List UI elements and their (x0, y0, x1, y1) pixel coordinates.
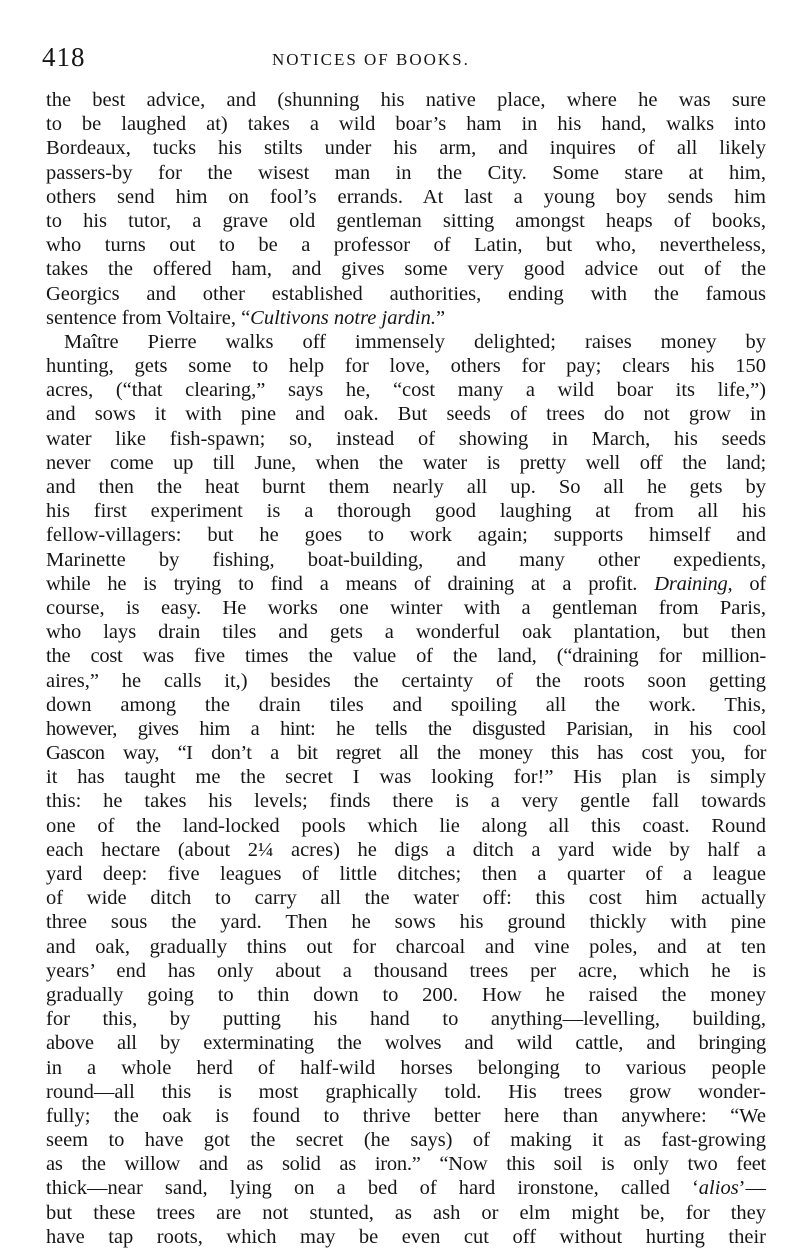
text-line: the cost was five times the value of the land, (“draining for million- (46, 645, 766, 668)
text-line: Bordeaux, tucks his stilts under his arm, and inquires of all likely (46, 137, 766, 160)
text-line: and then the heat burnt them nearly all up. So all he gets by (46, 476, 766, 498)
text-line: and oak, gradually thins out for charcoal and vine poles, and at ten (46, 935, 766, 958)
text-line (46, 306, 766, 330)
text-line: gradually going to thin down to 200. How he raised the money (46, 983, 766, 1006)
text-line: water like fish-spawn; so, instead of showing in March, his seeds (46, 427, 766, 450)
text-run: sentence from Voltaire, “ (46, 306, 251, 329)
text-line: three sous the yard. Then he sows his ground thickly with pine (46, 911, 766, 934)
text-line (46, 1176, 766, 1200)
text-line: to his tutor, a grave old gentleman sitting amongst heaps of books, (46, 209, 766, 232)
text-line: however, gives him a hint: he tells the disgusted Parisian, in his cool (46, 717, 766, 740)
text-line: fully; the oak is found to thrive better here than anywhere: “We (46, 1104, 766, 1127)
text-line: it has taught me the secret I was looking for!” His plan is simply (46, 766, 766, 789)
text-line: for this, by putting his hand to anything—levelling, building, (46, 1008, 766, 1031)
text-line: above all by exterminating the wolves and wild cattle, and bringing (46, 1032, 766, 1055)
italic-quote: Cultivons notre jardin. (250, 306, 437, 329)
text-line (46, 572, 766, 596)
text-line: round—all this is most graphically told. His trees grow wonder- (46, 1080, 766, 1103)
text-line: hunting, gets some to help for love, others for pay; clears his 150 (46, 355, 766, 378)
text-line: who lays drain tiles and gets a wonderful oak plantation, but then (46, 621, 766, 644)
text-line: this: he takes his levels; finds there is a very gentle fall towards (46, 790, 766, 813)
paragraph (46, 330, 766, 1249)
text-line: and sows it with pine and oak. But seeds of trees do not grow in (46, 403, 766, 426)
text-line: but these trees are not stunted, as ash or elm might be, for they (46, 1201, 766, 1224)
text-line: aires,” he calls it,) besides the certainty of the roots soon getting (46, 669, 766, 692)
text-line: others send him on fool’s errands. At last a young boy sends him (46, 185, 766, 208)
text-line: one of the land-locked pools which lie along all this coast. Round (46, 814, 766, 837)
text-run: of (732, 572, 767, 595)
running-head: NOTICES OF BOOKS. (272, 50, 470, 69)
text-line: takes the offered ham, and gives some very good advice out of the (46, 258, 766, 281)
text-line: Maître Pierre walks off immensely delighted; raises money by (64, 330, 766, 353)
text-run: thick—near sand, lying on a bed of hard ironstone, called ‘ (46, 1177, 699, 1200)
text-line: in a whole herd of half-wild horses belonging to various people (46, 1056, 766, 1079)
text-line: Gascon way, “I don’t a bit regret all the money this has cost you, for (46, 742, 766, 765)
text-line: of wide ditch to carry all the water off: this cost him actually (46, 887, 766, 910)
text-line: who turns out to be a professor of Latin, but who, nevertheless, (46, 234, 766, 257)
text-run: while he is trying to find a means of draining at a profit. (46, 572, 655, 595)
italic-word: Draining, (654, 572, 733, 595)
text-line: acres, (“that clearing,” says he, “cost many a wild boar its life,”) (46, 379, 766, 402)
text-line: Georgics and other established authorities, ending with the famous (46, 282, 766, 305)
text-line: never come up till June, when the water is pretty well off the land; (46, 451, 766, 474)
text-line: down among the drain tiles and spoiling all the work. This, (46, 693, 766, 716)
text-line: fellow-villagers: but he goes to work again; supports himself and (46, 524, 766, 547)
text-line: his first experiment is a thorough good laughing at from all his (46, 500, 766, 523)
page-header (42, 42, 762, 82)
text-line: Marinette by fishing, boat-building, and many other expedients, (46, 548, 766, 571)
page-number: 418 (42, 42, 86, 72)
text-line: years’ end has only about a thousand trees per acre, which he is (46, 959, 766, 982)
text-line: course, is easy. He works one winter with a gentleman from Paris, (46, 596, 766, 619)
italic-word: alios (698, 1177, 739, 1200)
text-run: ’— (738, 1177, 766, 1200)
text-line: yard deep: five leagues of little ditches; then a quarter of a league (46, 863, 766, 885)
paragraph (46, 88, 766, 330)
body-text (46, 88, 766, 1249)
text-line: each hectare (about 2¼ acres) he digs a ditch a yard wide by half a (46, 838, 766, 861)
text-run: ” (436, 306, 446, 329)
text-line: passers-by for the wisest man in the City. Some stare at him, (46, 161, 766, 184)
text-line: have tap roots, which may be even cut off without hurting their (46, 1225, 766, 1248)
text-line: seem to have got the secret (he says) of making it as fast-growing (46, 1129, 766, 1152)
text-line: the best advice, and (shunning his native place, where he was sure (46, 89, 766, 111)
text-line: to be laughed at) takes a wild boar’s ham in his hand, walks into (46, 113, 766, 136)
text-line: as the willow and as solid as iron.” “Now this soil is only two feet (46, 1153, 766, 1176)
